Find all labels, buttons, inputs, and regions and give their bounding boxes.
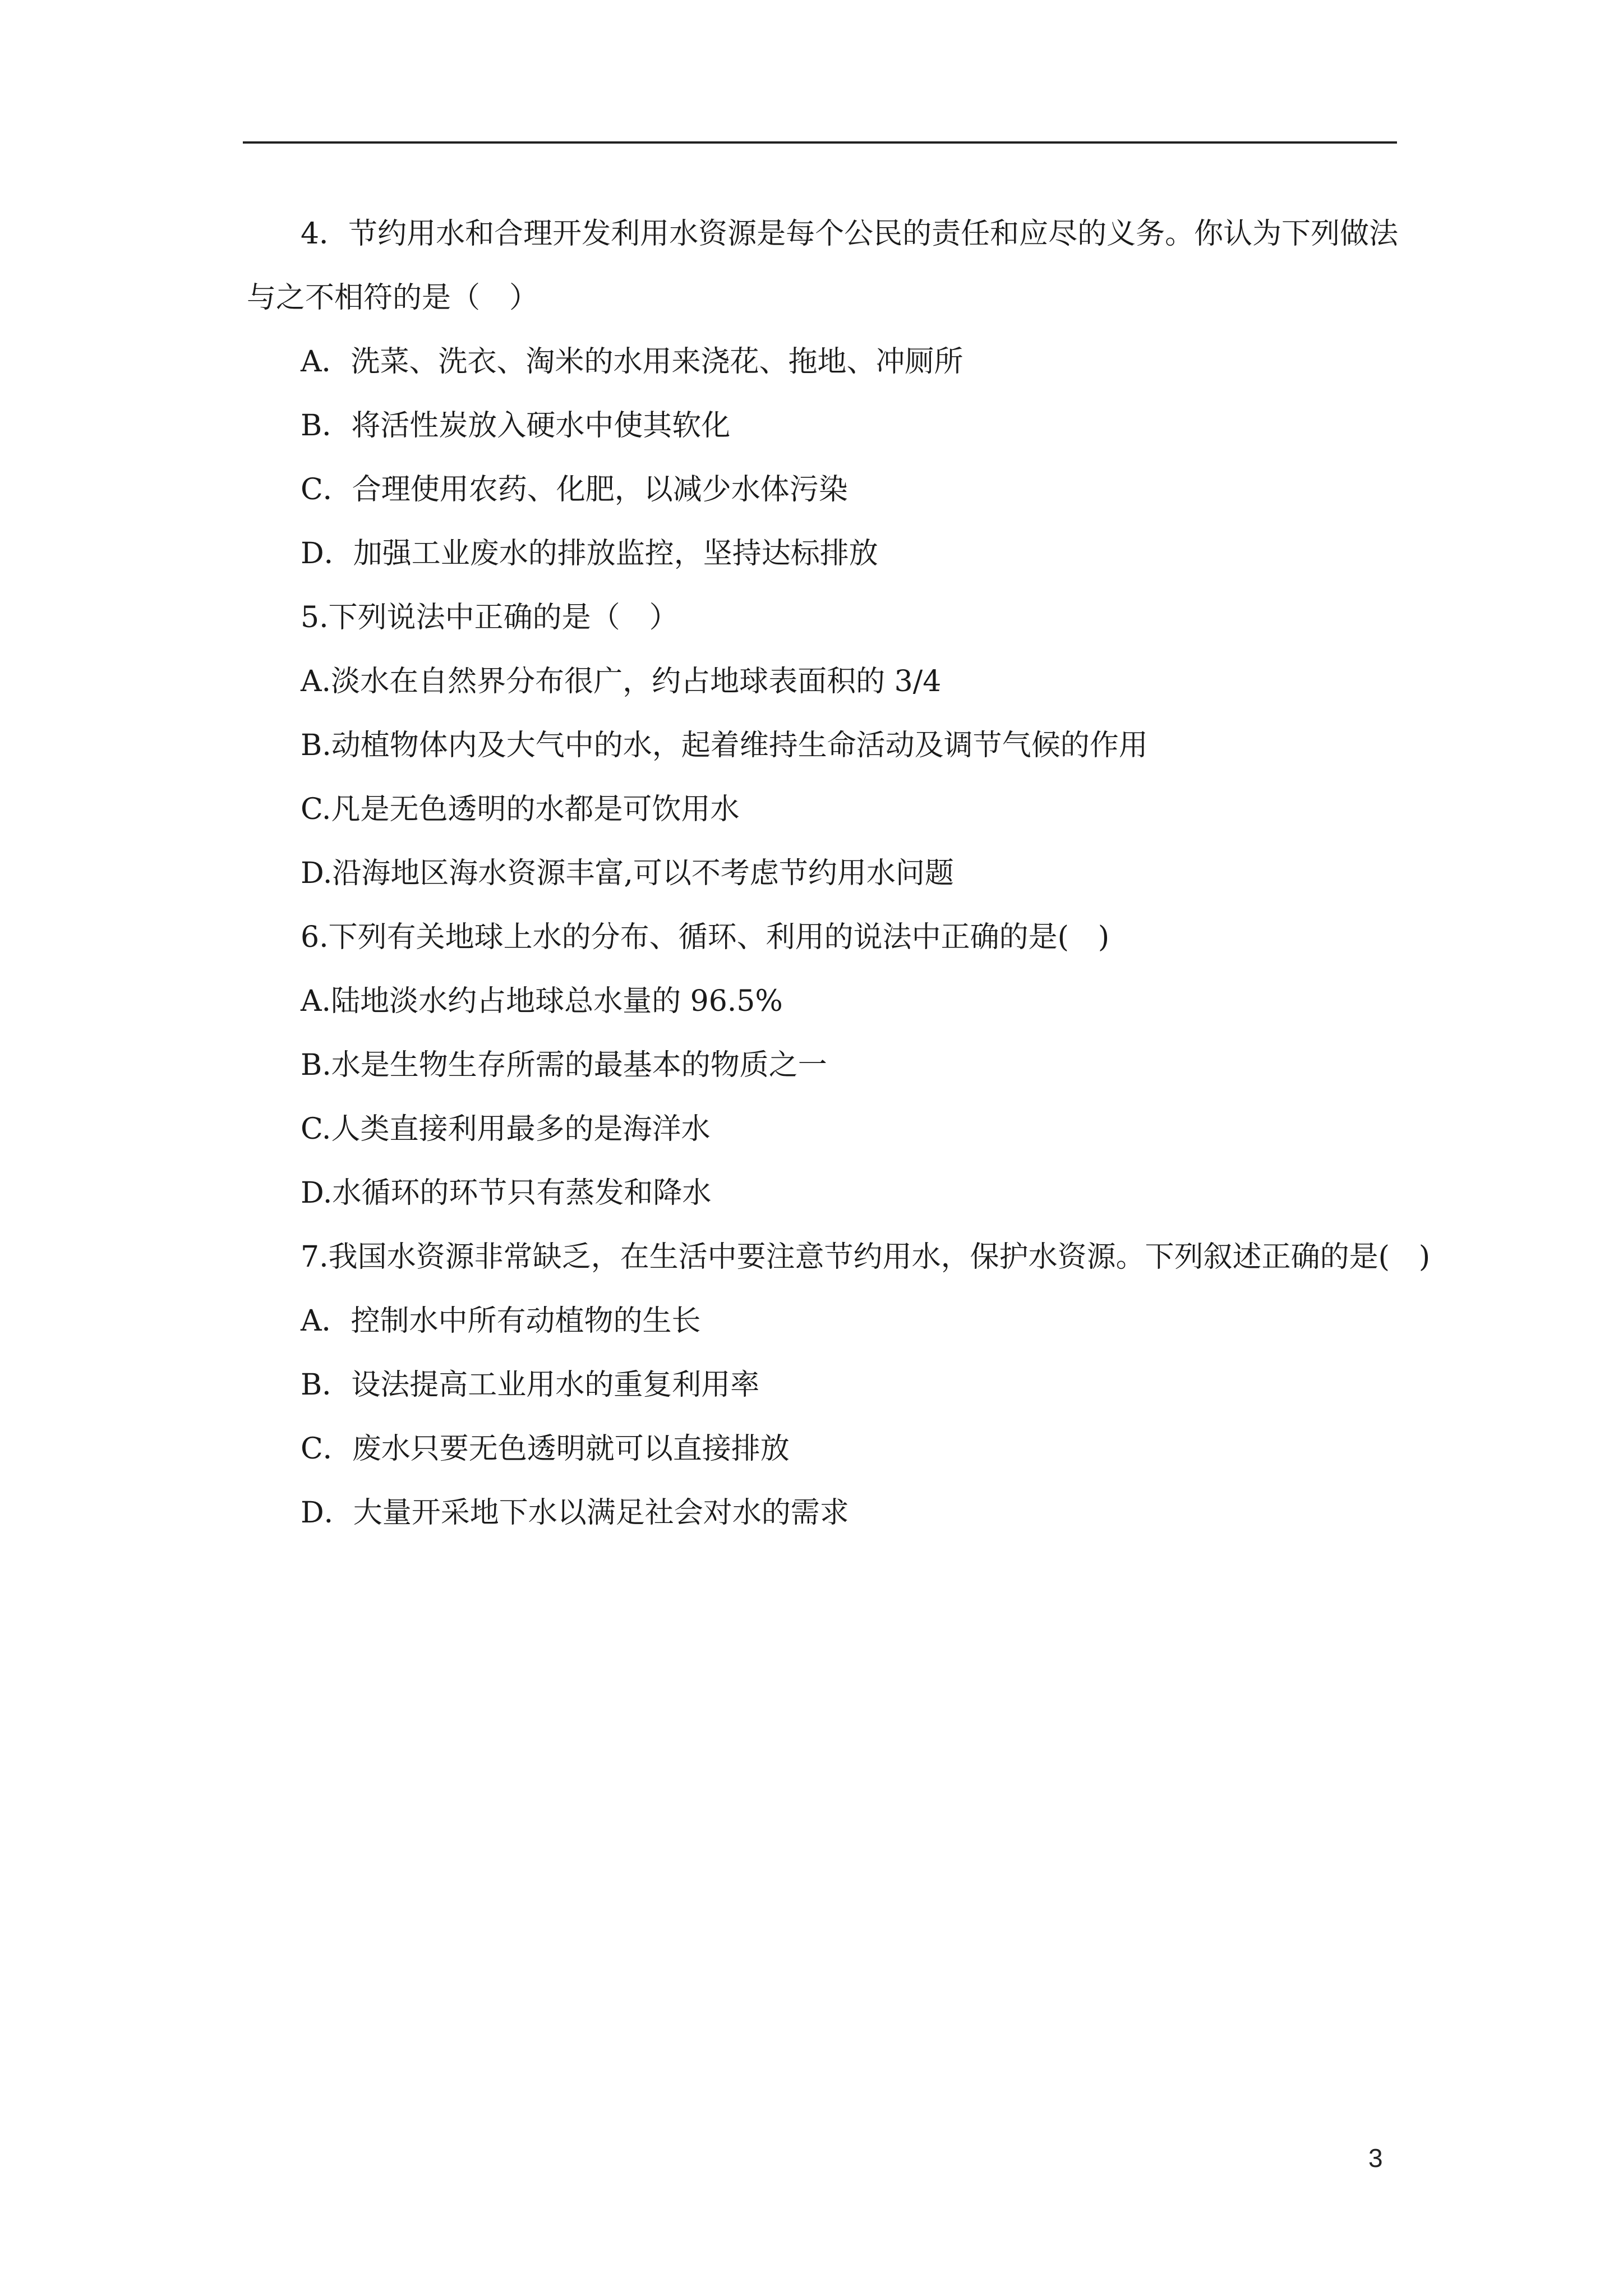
page-number: 3 — [1368, 2143, 1383, 2173]
question-4-option-a: A．洗菜、洗衣、淘米的水用来浇花、拖地、冲厕所 — [301, 345, 963, 379]
question-5 — [247, 586, 1402, 905]
question-6-option-b: B.水是生物生存所需的最基本的物质之一 — [301, 1048, 827, 1082]
question-4-option-d: D．加强工业废水的排放监控，坚持达标排放 — [301, 537, 878, 570]
question-6-option-a: A.陆地淡水约占地球总水量的 96.5% — [301, 984, 783, 1018]
question-6 — [247, 905, 1402, 1225]
question-5-option-d: D.沿海地区海水资源丰富,可以不考虑节约用水问题 — [301, 857, 954, 890]
question-4-option-c: C．合理使用农药、化肥，以减少水体污染 — [301, 473, 848, 507]
question-5-stem: 5.下列说法中正确的是（ ） — [301, 601, 679, 634]
question-7-stem: 7.我国水资源非常缺乏，在生活中要注意节约用水，保护水资源。下列叙述正确的是( ) — [301, 1240, 1431, 1274]
question-7-option-d: D．大量开采地下水以满足社会对水的需求 — [301, 1496, 849, 1530]
question-7-option-c: C．废水只要无色透明就可以直接排放 — [301, 1432, 790, 1466]
header-rule — [243, 141, 1397, 144]
question-7 — [247, 1225, 1431, 1545]
question-7-option-a: A．控制水中所有动植物的生长 — [301, 1304, 701, 1338]
question-4 — [247, 202, 1402, 586]
document-body — [247, 202, 1431, 1545]
question-4-option-b: B．将活性炭放入硬水中使其软化 — [301, 409, 731, 443]
question-5-option-b: B.动植物体内及大气中的水，起着维持生命活动及调节气候的作用 — [301, 729, 1148, 762]
question-4-stem-line-2: 与之不相符的是（ ） — [247, 281, 539, 315]
question-5-option-a: A.淡水在自然界分布很广，约占地球表面积的 3/4 — [301, 665, 942, 698]
question-6-option-d: D.水循环的环节只有蒸发和降水 — [301, 1176, 712, 1210]
question-6-option-c: C.人类直接利用最多的是海洋水 — [301, 1112, 711, 1146]
question-5-option-c: C.凡是无色透明的水都是可饮用水 — [301, 793, 740, 826]
question-4-stem-line-1: 4．节约用水和合理开发利用水资源是每个公民的责任和应尽的义务。你认为下列做法 — [301, 217, 1399, 251]
question-7-option-b: B．设法提高工业用水的重复利用率 — [301, 1368, 760, 1402]
question-6-stem: 6.下列有关地球上水的分布、循环、利用的说法中正确的是( ) — [301, 921, 1110, 954]
